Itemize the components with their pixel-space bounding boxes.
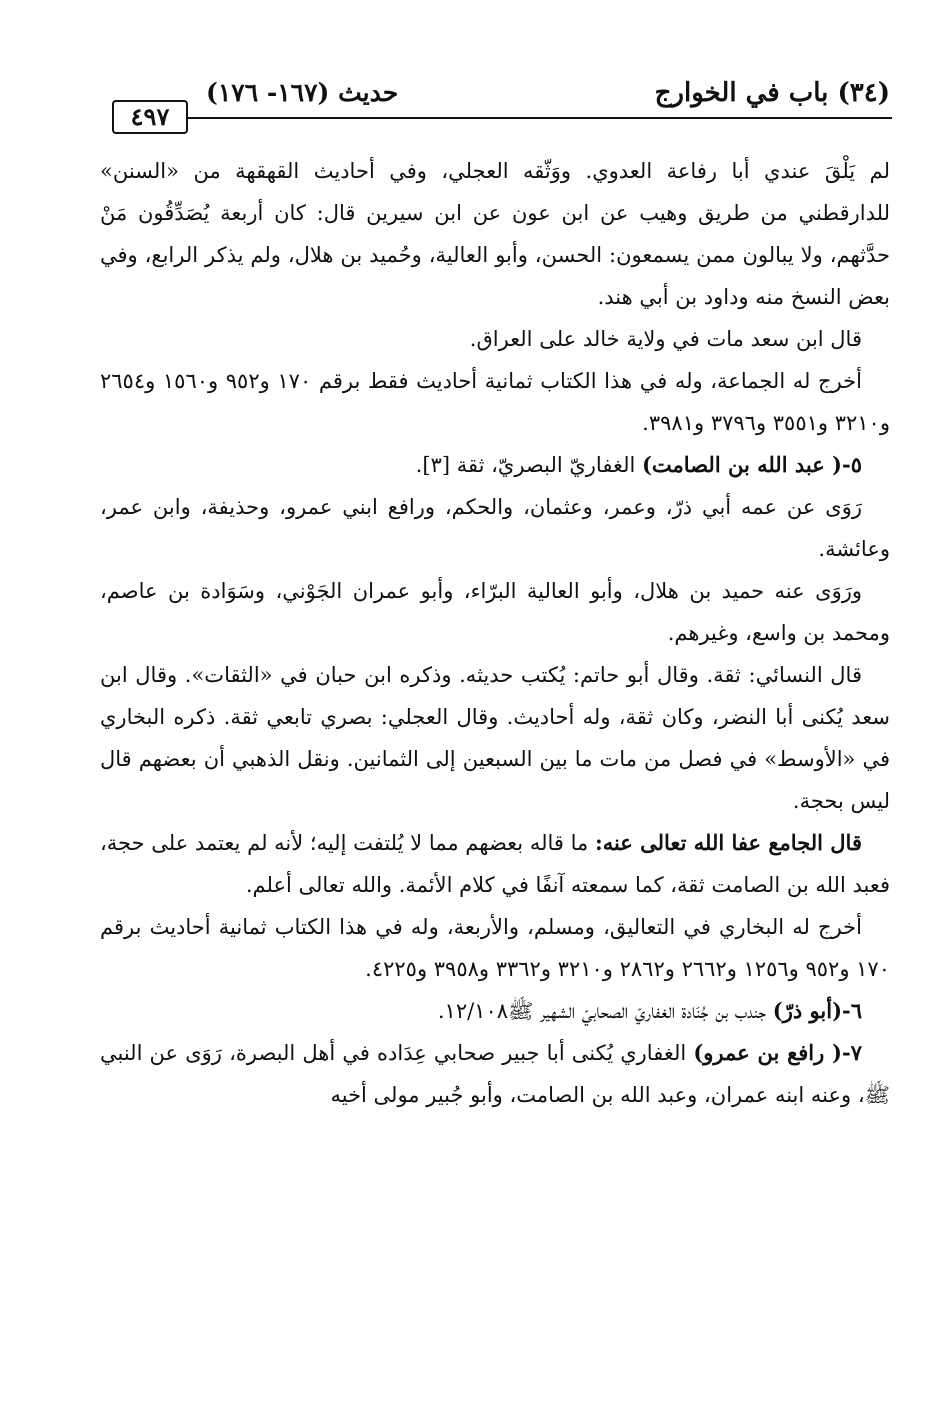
paragraph-text: أخرج له البخاري في التعاليق، ومسلم، والأربعة، وله في هذا الكتاب ثمانية أحاديث برقم ١٧٠ و٩٥٢ و١٢٥٦ و٢٦٦٢ و٢٨٦٢ و٣٢١٠ و٣٣٦٢ و٣٩٥٨ و٤٢٢٥.	[100, 915, 890, 981]
narrator-name: ٦-(أبو ذرّ)	[772, 998, 862, 1023]
note-text: ما قاله بعضهم مما لا يُلتفت إليه؛ لأنه لم يعتمد على حجة، فعبد الله بن الصامت ثقة، كما سمعته آنفًا في كلام الأئمة. والله تعالى أعلم.	[100, 831, 890, 897]
narrator-desc: جندب بن جُنَادة الغفاريّ الصحابيّ الشهير ﷺ١٢/١٠٨.	[437, 999, 773, 1023]
paragraph	[100, 486, 890, 570]
narrator-entry	[100, 1032, 890, 1116]
paragraph-text: قال النسائي: ثقة. وقال أبو حاتم: يُكتب حديثه. وذكره ابن حبان في «الثقات». وقال ابن سعد يُكنى أبا النضر، وكان ثقة، وله أحاديث. وقال العجلي: بصري تابعي ثقة. ذكره البخاري في «الأوسط» في فصل من مات ما بين السبعين إلى الثمانين. ونقل الذهبي أن بعضهم قال ليس بحجة.	[100, 663, 890, 813]
narrator-entry	[100, 990, 890, 1032]
paragraph	[100, 906, 890, 990]
paragraph	[100, 570, 890, 654]
paragraph	[100, 318, 890, 360]
narrator-name: ٥-( عبد الله بن الصامت)	[642, 452, 862, 477]
paragraph-text: ورَوَى عنه حميد بن هلال، وأبو العالية البرّاء، وأبو عمران الجَوْني، وسَوَادة بن عاصم، ومحمد بن واسع، وغيرهم.	[100, 579, 890, 645]
paragraph	[100, 654, 890, 822]
author-note	[100, 822, 890, 906]
page-body	[100, 150, 890, 1116]
chapter-title: (٣٤) باب في الخوارج	[654, 78, 890, 108]
paragraph	[100, 150, 890, 318]
paragraph-text: لم يَلْقَ عندي أبا رفاعة العدوي. ووَثّقه العجلي، وفي أحاديث القهقهة من «السنن» للدارقطني من طريق وهيب عن ابن عون عن ابن سيرين قال: كان أربعة يُصَدِّقُون مَنْ حدَّثهم، ولا يبالون ممن يسمعون: الحسن، وأبو العالية، وحُميد بن هلال، ولم يذكر الرابع، وفي بعض النسخ منه وداود بن أبي هند.	[100, 159, 890, 309]
paragraph	[100, 360, 890, 444]
hadith-range: حديث (١٦٧- ١٧٦)	[206, 78, 399, 107]
paragraph-text: رَوَى عن عمه أبي ذرّ، وعمر، وعثمان، والحكم، ورافع ابني عمرو، وحذيفة، وابن عمر، وعائشة.	[100, 495, 890, 561]
narrator-name: ٧-( رافع بن عمرو)	[693, 1040, 862, 1065]
paragraph-text: أخرج له الجماعة، وله في هذا الكتاب ثمانية أحاديث فقط برقم ١٧٠ و٩٥٢ و١٥٦٠ و٢٦٥٤ و٣٢١٠ و٣٥٥١ و٣٧٩٦ و٣٩٨١.	[100, 369, 890, 435]
header-rule	[186, 117, 892, 119]
narrator-entry	[100, 444, 890, 486]
note-lead: قال الجامع عفا الله تعالى عنه:	[594, 830, 862, 855]
narrator-desc: الغفاريّ البصريّ، ثقة [٣].	[415, 453, 642, 477]
narrator-desc: الغفاري يُكنى أبا جبير صحابي عِدَاده في أهل البصرة، رَوَى عن النبي ﷺ، وعنه ابنه عمران، وعبد الله بن الصامت، وأبو جُبير مولى أخيه	[100, 1041, 890, 1107]
paragraph-text: قال ابن سعد مات في ولاية خالد على العراق.	[469, 327, 862, 351]
page-number: ٤٩٧	[112, 100, 188, 134]
